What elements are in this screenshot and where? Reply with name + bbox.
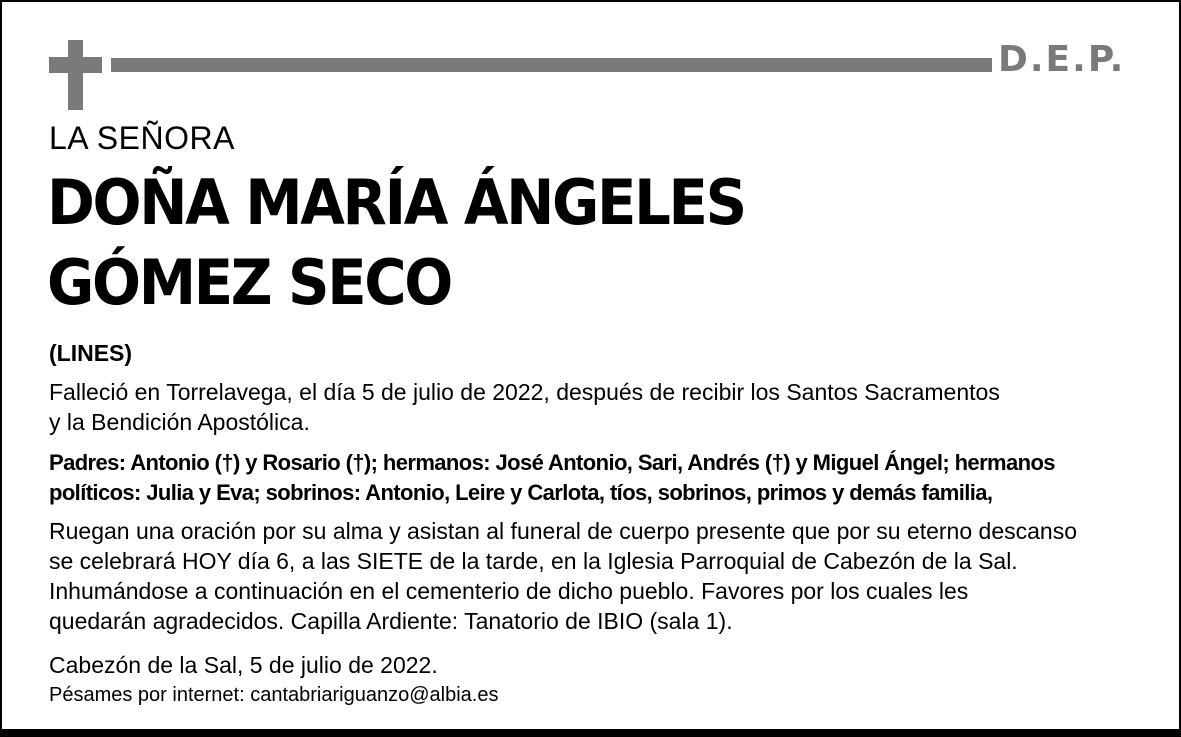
funeral-notice (49, 516, 1149, 636)
death-notice (49, 377, 1149, 437)
dep-label: D.E.P. (998, 39, 1126, 80)
honorific: LA SEÑORA (49, 120, 235, 156)
deceased-name-line-1: DOÑA MARÍA ÁNGELES (47, 166, 745, 239)
family-line: Padres: Antonio (†) y Rosario (†); hermanos: José Antonio, Sari, Andrés (†) y Miguel Ángel; hermanos (49, 450, 1055, 475)
death-notice-line: Falleció en Torrelavega, el día 5 de julio de 2022, después de recibir los Santos Sacramentos (49, 379, 1000, 405)
family-line: políticos: Julia y Eva; sobrinos: Antonio, Leire y Carlota, tíos, sobrinos, primos y demás familia, (49, 480, 993, 505)
place-date: Cabezón de la Sal, 5 de julio de 2022. (49, 652, 438, 678)
funeral-notice-line: Ruegan una oración por su alma y asistan al funeral de cuerpo presente que por su eterno descanso (49, 518, 1077, 544)
nickname: (LINES) (49, 340, 133, 366)
cross-icon-vertical (68, 40, 83, 110)
header-rule (111, 58, 992, 72)
funeral-notice-line: se celebrará HOY día 6, a las SIETE de la tarde, en la Iglesia Parroquial de Cabezón de la Sal. (49, 548, 1018, 574)
family-list (49, 448, 1149, 508)
funeral-notice-line: quedarán agradecidos. Capilla Ardiente: Tanatorio de IBIO (sala 1). (49, 608, 733, 634)
funeral-notice-line: Inhumándose a continuación en el cementerio de dicho pueblo. Favores por los cuales les (49, 578, 969, 604)
deceased-name-line-2: GÓMEZ SECO (47, 246, 451, 319)
cross-icon-horizontal (49, 57, 102, 73)
death-notice-line: y la Bendición Apostólica. (49, 409, 310, 435)
condolences-email: Pésames por internet: cantabriariguanzo@albia.es (49, 684, 499, 706)
